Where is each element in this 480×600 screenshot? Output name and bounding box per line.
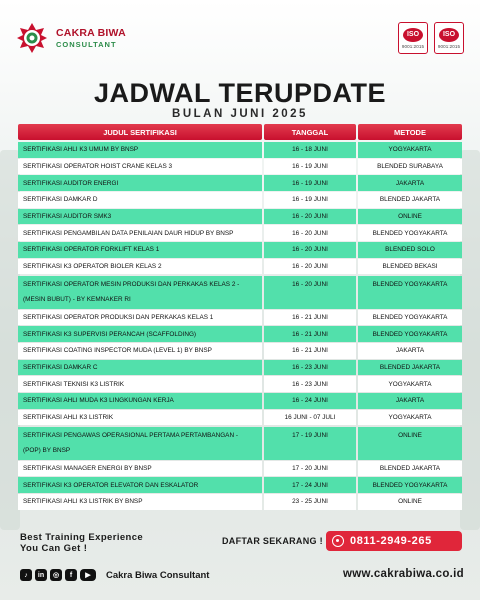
cell-title <box>18 326 262 342</box>
cell-method: BLENDED SURABAYA <box>358 159 462 175</box>
cell-date: 17 - 24 JUNI <box>264 477 356 493</box>
header-title: JUDUL SERTIFIKASI <box>18 124 262 140</box>
cell-date: 16 - 21 JUNI <box>264 343 356 359</box>
iso-badge <box>398 22 428 54</box>
cell-date: 17 - 19 JUNI <box>264 427 356 460</box>
cell-method: BLENDED YOGYAKARTA <box>358 276 462 309</box>
linkedin-icon[interactable]: in <box>35 569 47 581</box>
cell-method: ONLINE <box>358 494 462 510</box>
table-row <box>18 477 462 493</box>
cell-title <box>18 242 262 258</box>
cell-date: 17 - 20 JUNI <box>264 461 356 477</box>
cell-title <box>18 142 262 158</box>
cert-title: SERTIFIKASI AUDITOR ENERGI <box>23 179 119 187</box>
iso-logo-icon: ISO <box>439 28 459 42</box>
cert-title: SERTIFIKASI K3 OPERATOR BIOLER KELAS 2 <box>23 263 162 271</box>
cell-date: 16 JUNI - 07 JULI <box>264 410 356 426</box>
cert-title-line-2: (MESIN BUBUT) - BY KEMNAKER RI <box>23 295 131 303</box>
cell-method: YOGYAKARTA <box>358 410 462 426</box>
cell-date: 16 - 18 JUNI <box>264 142 356 158</box>
cell-title <box>18 276 262 309</box>
table-row <box>18 310 462 326</box>
cell-title <box>18 225 262 241</box>
tiktok-icon[interactable]: ♪ <box>20 569 32 581</box>
cert-title: SERTIFIKASI PENGAWAS OPERASIONAL PERTAMA PERTAMBANGAN - <box>23 432 238 440</box>
cert-title: SERTIFIKASI OPERATOR PRODUKSI DAN PERKAKAS KELAS 1 <box>23 313 214 321</box>
cert-title: SERTIFIKASI COATING INSPECTOR MUDA (LEVEL 1) BY BNSP <box>23 347 212 355</box>
cert-title: SERTIFIKASI MANAGER ENERGI BY BNSP <box>23 464 152 472</box>
cell-date: 16 - 20 JUNI <box>264 259 356 275</box>
table-row <box>18 159 462 175</box>
cert-title-line-2: (POP) BY BNSP <box>23 446 71 454</box>
cell-date: 16 - 24 JUNI <box>264 393 356 409</box>
cell-title <box>18 494 262 510</box>
cell-date: 16 - 20 JUNI <box>264 276 356 309</box>
cell-title <box>18 427 262 460</box>
background-building-left <box>0 150 20 530</box>
table-row <box>18 376 462 392</box>
cell-title <box>18 259 262 275</box>
table-row <box>18 225 462 241</box>
table-row <box>18 242 462 258</box>
cell-method: ONLINE <box>358 209 462 225</box>
cert-title: SERTIFIKASI OPERATOR MESIN PRODUKSI DAN PERKAKAS KELAS 2 - <box>23 281 240 289</box>
cell-method: BLENDED SOLO <box>358 242 462 258</box>
whatsapp-button[interactable] <box>326 531 462 551</box>
cell-date: 23 - 25 JUNI <box>264 494 356 510</box>
social-account-name: Cakra Biwa Consultant <box>106 570 210 581</box>
cell-title <box>18 209 262 225</box>
register-cta: DAFTAR SEKARANG ! <box>222 536 323 546</box>
cell-date: 16 - 20 JUNI <box>264 209 356 225</box>
page-subtitle: BULAN JUNI 2025 <box>172 108 308 120</box>
cell-title <box>18 343 262 359</box>
youtube-icon[interactable]: ▶ <box>80 569 96 581</box>
website-link[interactable]: www.cakrabiwa.co.id <box>343 568 464 580</box>
cert-title: SERTIFIKASI AHLI MUDA K3 LINGKUNGAN KERJA <box>23 397 174 405</box>
table-body <box>18 142 462 511</box>
table-row <box>18 192 462 208</box>
cert-title: SERTIFIKASI AHLI K3 LISTRIK BY BNSP <box>23 498 143 506</box>
cell-method: BLENDED BEKASI <box>358 259 462 275</box>
instagram-icon[interactable]: ◎ <box>50 569 62 581</box>
whatsapp-icon <box>332 535 344 547</box>
cell-title <box>18 175 262 191</box>
cell-title <box>18 159 262 175</box>
cert-title: SERTIFIKASI PENGAMBILAN DATA PENILAIAN DAUR HIDUP BY BNSP <box>23 229 234 237</box>
cell-date: 16 - 19 JUNI <box>264 175 356 191</box>
iso-badge <box>434 22 464 54</box>
table-row <box>18 461 462 477</box>
cell-method: ONLINE <box>358 427 462 460</box>
cell-title <box>18 192 262 208</box>
cell-method: BLENDED YOGYAKARTA <box>358 326 462 342</box>
cell-method: JAKARTA <box>358 343 462 359</box>
iso-code: 9001:2015 <box>401 43 425 49</box>
table-row <box>18 494 462 510</box>
cell-title <box>18 461 262 477</box>
cell-date: 16 - 23 JUNI <box>264 360 356 376</box>
cert-title: SERTIFIKASI AUDITOR SMK3 <box>23 213 112 220</box>
facebook-icon[interactable]: f <box>65 569 77 581</box>
cell-method: BLENDED JAKARTA <box>358 461 462 477</box>
cell-method: BLENDED JAKARTA <box>358 192 462 208</box>
table-row <box>18 142 462 158</box>
table-row <box>18 259 462 275</box>
cert-title: SERTIFIKASI DAMKAR C <box>23 364 98 371</box>
cert-title: SERTIFIKASI OPERATOR FORKLIFT KELAS 1 <box>23 246 160 254</box>
schedule-table <box>18 124 462 511</box>
header-method: METODE <box>358 124 462 140</box>
cell-date: 16 - 20 JUNI <box>264 242 356 258</box>
cell-method: BLENDED YOGYAKARTA <box>358 477 462 493</box>
table-row <box>18 343 462 359</box>
table-row <box>18 360 462 376</box>
background-building-right <box>460 150 480 530</box>
cell-date: 16 - 23 JUNI <box>264 376 356 392</box>
table-header <box>18 124 462 140</box>
phone-number: 0811-2949-265 <box>350 535 432 547</box>
cert-title: SERTIFIKASI OPERATOR HOIST CRANE KELAS 3 <box>23 162 173 170</box>
brand-subtitle: CONSULTANT <box>56 39 117 49</box>
cert-title: SERTIFIKASI K3 SUPERVISI PERANCAH (SCAFFOLDING) <box>23 330 197 338</box>
cell-method: YOGYAKARTA <box>358 376 462 392</box>
page-title: JADWAL TERUPDATE <box>93 78 386 108</box>
table-row <box>18 175 462 191</box>
table-row <box>18 427 462 460</box>
cert-title: SERTIFIKASI DAMKAR D <box>23 196 98 204</box>
cert-title: SERTIFIKASI AHLI K3 UMUM BY BNSP <box>23 146 139 154</box>
cert-title: SERTIFIKASI K3 OPERATOR ELEVATOR DAN ESKALATOR <box>23 481 199 489</box>
iso-badges <box>398 22 464 54</box>
cell-title <box>18 477 262 493</box>
table-row <box>18 326 462 342</box>
header-date: TANGGAL <box>264 124 356 140</box>
cakra-logo-icon <box>16 22 48 54</box>
table-row <box>18 209 462 225</box>
iso-logo-icon: ISO <box>403 28 423 42</box>
cell-date: 16 - 21 JUNI <box>264 326 356 342</box>
iso-code: 9001:2015 <box>437 43 461 49</box>
cell-method: JAKARTA <box>358 393 462 409</box>
table-row <box>18 410 462 426</box>
cell-date: 16 - 19 JUNI <box>264 159 356 175</box>
cell-method: BLENDED YOGYAKARTA <box>358 310 462 326</box>
tagline <box>20 532 143 554</box>
tagline-line-1: Best Training Experience <box>20 532 144 543</box>
cell-title <box>18 360 262 376</box>
social-icons <box>20 569 96 581</box>
cell-date: 16 - 21 JUNI <box>264 310 356 326</box>
cell-method: YOGYAKARTA <box>358 142 462 158</box>
cell-date: 16 - 20 JUNI <box>264 225 356 241</box>
cell-date: 16 - 19 JUNI <box>264 192 356 208</box>
cert-title: SERTIFIKASI AHLI K3 LISTRIK <box>23 414 114 422</box>
cell-title <box>18 393 262 409</box>
brand-logo[interactable] <box>16 22 126 54</box>
table-row <box>18 393 462 409</box>
table-row <box>18 276 462 309</box>
brand-name: CAKRA BIWA <box>56 27 126 39</box>
cell-title <box>18 310 262 326</box>
cert-title: SERTIFIKASI TEKNISI K3 LISTRIK <box>23 380 124 388</box>
cell-method: BLENDED YOGYAKARTA <box>358 225 462 241</box>
tagline-line-2: You Can Get ! <box>20 543 88 554</box>
cell-title <box>18 410 262 426</box>
cell-method: BLENDED JAKARTA <box>358 360 462 376</box>
cell-title <box>18 376 262 392</box>
cell-method: JAKARTA <box>358 175 462 191</box>
